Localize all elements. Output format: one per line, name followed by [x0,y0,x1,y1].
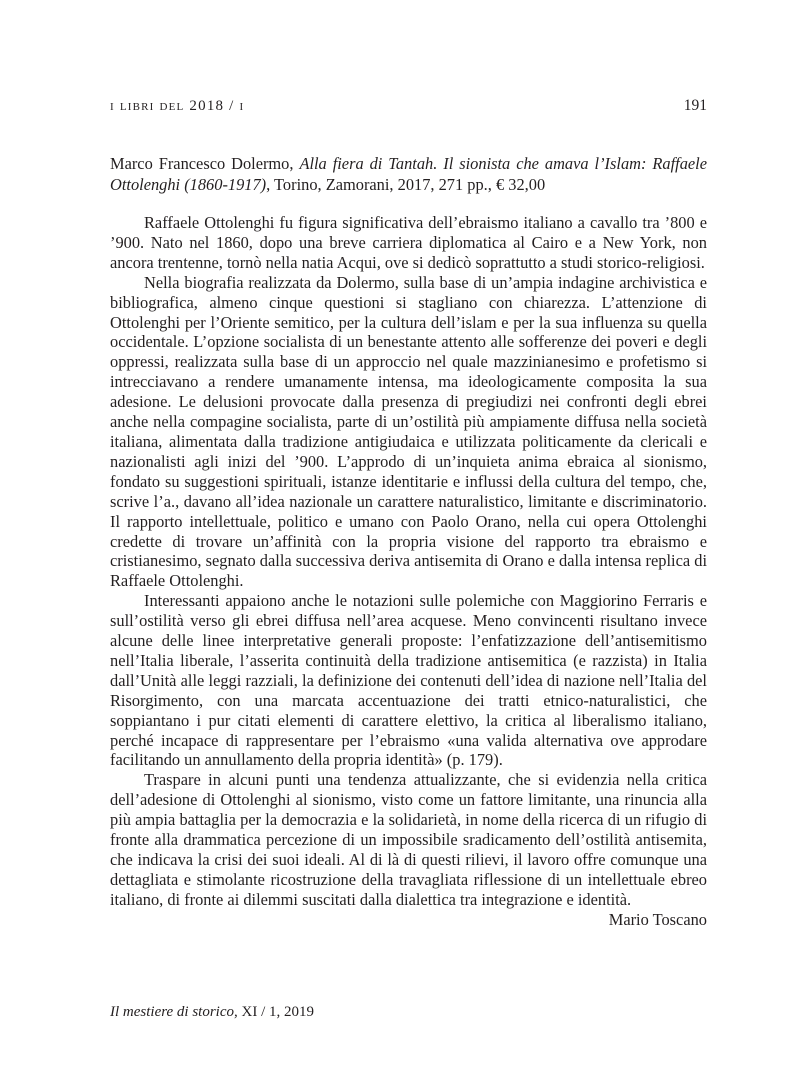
journal-issue: , XI / 1, 2019 [234,1004,315,1020]
citation-details: , Torino, Zamorani, 2017, 271 pp., € 32,00 [266,174,546,194]
citation-author: Marco Francesco Dolermo, [110,154,300,173]
reviewer-signature: Mario Toscano [608,909,707,929]
review-body [110,213,707,930]
document-page [110,0,707,1091]
paragraph: Nella biografia realizzata da Dolermo, sulla base di un’ampia indagine archivistica e bibliografica, almeno cinque questioni si stagliano con chiarezza. L’attenzione di Ottolenghi per l’Oriente semitico, per la cultura dell’islam e per la sua influenza su quella occidentale. L’opzione socialista di un benestante attento alle sofferenze dei poveri e degli oppressi, realizzata sulla base di un approccio nel quale mazzinianesimo e profetismo si intrecciavano a rendere umanamente intensa, ma ideologicamente composita la sua adesione. Le delusioni provocate dalla presenza di pregiudizi nei confronti degli ebrei anche nella compagine socialista, parte di un’ostilità più ampiamente diffusa nella società italiana, alimentata dalla tradizione antigiudaica e utilizzata politicamente da clericali e nazionalisti agli inizi del ’900. L’approdo di un’inquieta anima ebraica al sionismo, fondato su suggestioni spirituali, istanze identitarie e influssi della cultura del tempo, che, scrive l’a., davano all’idea nazionale un carattere naturalistico, limitante e discriminatorio. Il rapporto intellettuale, politico e umano con Paolo Orano, nella cui opera Ottolenghi credette di trovare un’affinità con la propria visione del rapporto tra ebraismo e cristianesimo, segnato dalla successiva deriva antisemita di Orano e dalla intensa replica di Raffaele Ottolenghi. [110,272,707,591]
section-title: i libri del 2018 / i [110,98,245,114]
page-footer [110,1002,314,1022]
paragraph: Traspare in alcuni punti una tendenza attualizzante, che si evidenzia nella critica dell’adesione di Ottolenghi al sionismo, visto come un fattore limitante, una rinuncia alla più ampia battaglia per la democrazia e la solidarietà, in nome della ricerca di un rifugio di fronte alla drammatica percezione di un impossibile sradicamento dell’ostilità antisemita, che indicava la crisi dei suoi ideali. Al di là di questi rilievi, il lavoro offre comunque una dettagliata e stimolante ricostruzione della travagliata riflessione di un intellettuale ebreo italiano, di fronte ai dilemmi suscitati dalla dialettica tra integrazione e identità. [110,770,707,909]
book-citation [110,154,707,195]
citation-title: Alla fiera di Tantah. Il sionista che amava l’Islam: Raffaele Ottolenghi (1860-1917) [110,154,707,194]
page-number: 191 [683,97,707,114]
paragraph: Raffaele Ottolenghi fu figura significativa dell’ebraismo italiano a cavallo tra ’800 e ’900. Nato nel 1860, dopo una breve carriera diplomatica al Cairo e a New York, non ancora trentenne, tornò nella natia Acqui, ove si dedicò soprattutto a studi storico-religiosi. [110,213,707,272]
paragraph: Interessanti appaiono anche le notazioni sulle polemiche con Maggiorino Ferraris e sull’ostilità verso gli ebrei diffusa nell’area acquese. Meno convincenti risultano invece alcune delle linee interpretative generali proposte: l’enfatizzazione dell’antisemitismo nell’Italia liberale, l’asserita continuità della tradizione antisemitica (e razzista) in Italia dall’Unità alle leggi razziali, la definizione dei contenuti dell’idea di nazione nell’Italia del Risorgimento, con una marcata accentuazione dei tratti etnico-naturalistici, che soppiantano i pur citati elementi di carattere elettivo, la critica al liberalismo italiano, perché incapace di rappresentare per l’ebraismo «una valida alternativa ove approdare facilitando un annullamento della propria identità» (p. 179). [110,591,707,770]
journal-name: Il mestiere di storico [110,1004,235,1020]
